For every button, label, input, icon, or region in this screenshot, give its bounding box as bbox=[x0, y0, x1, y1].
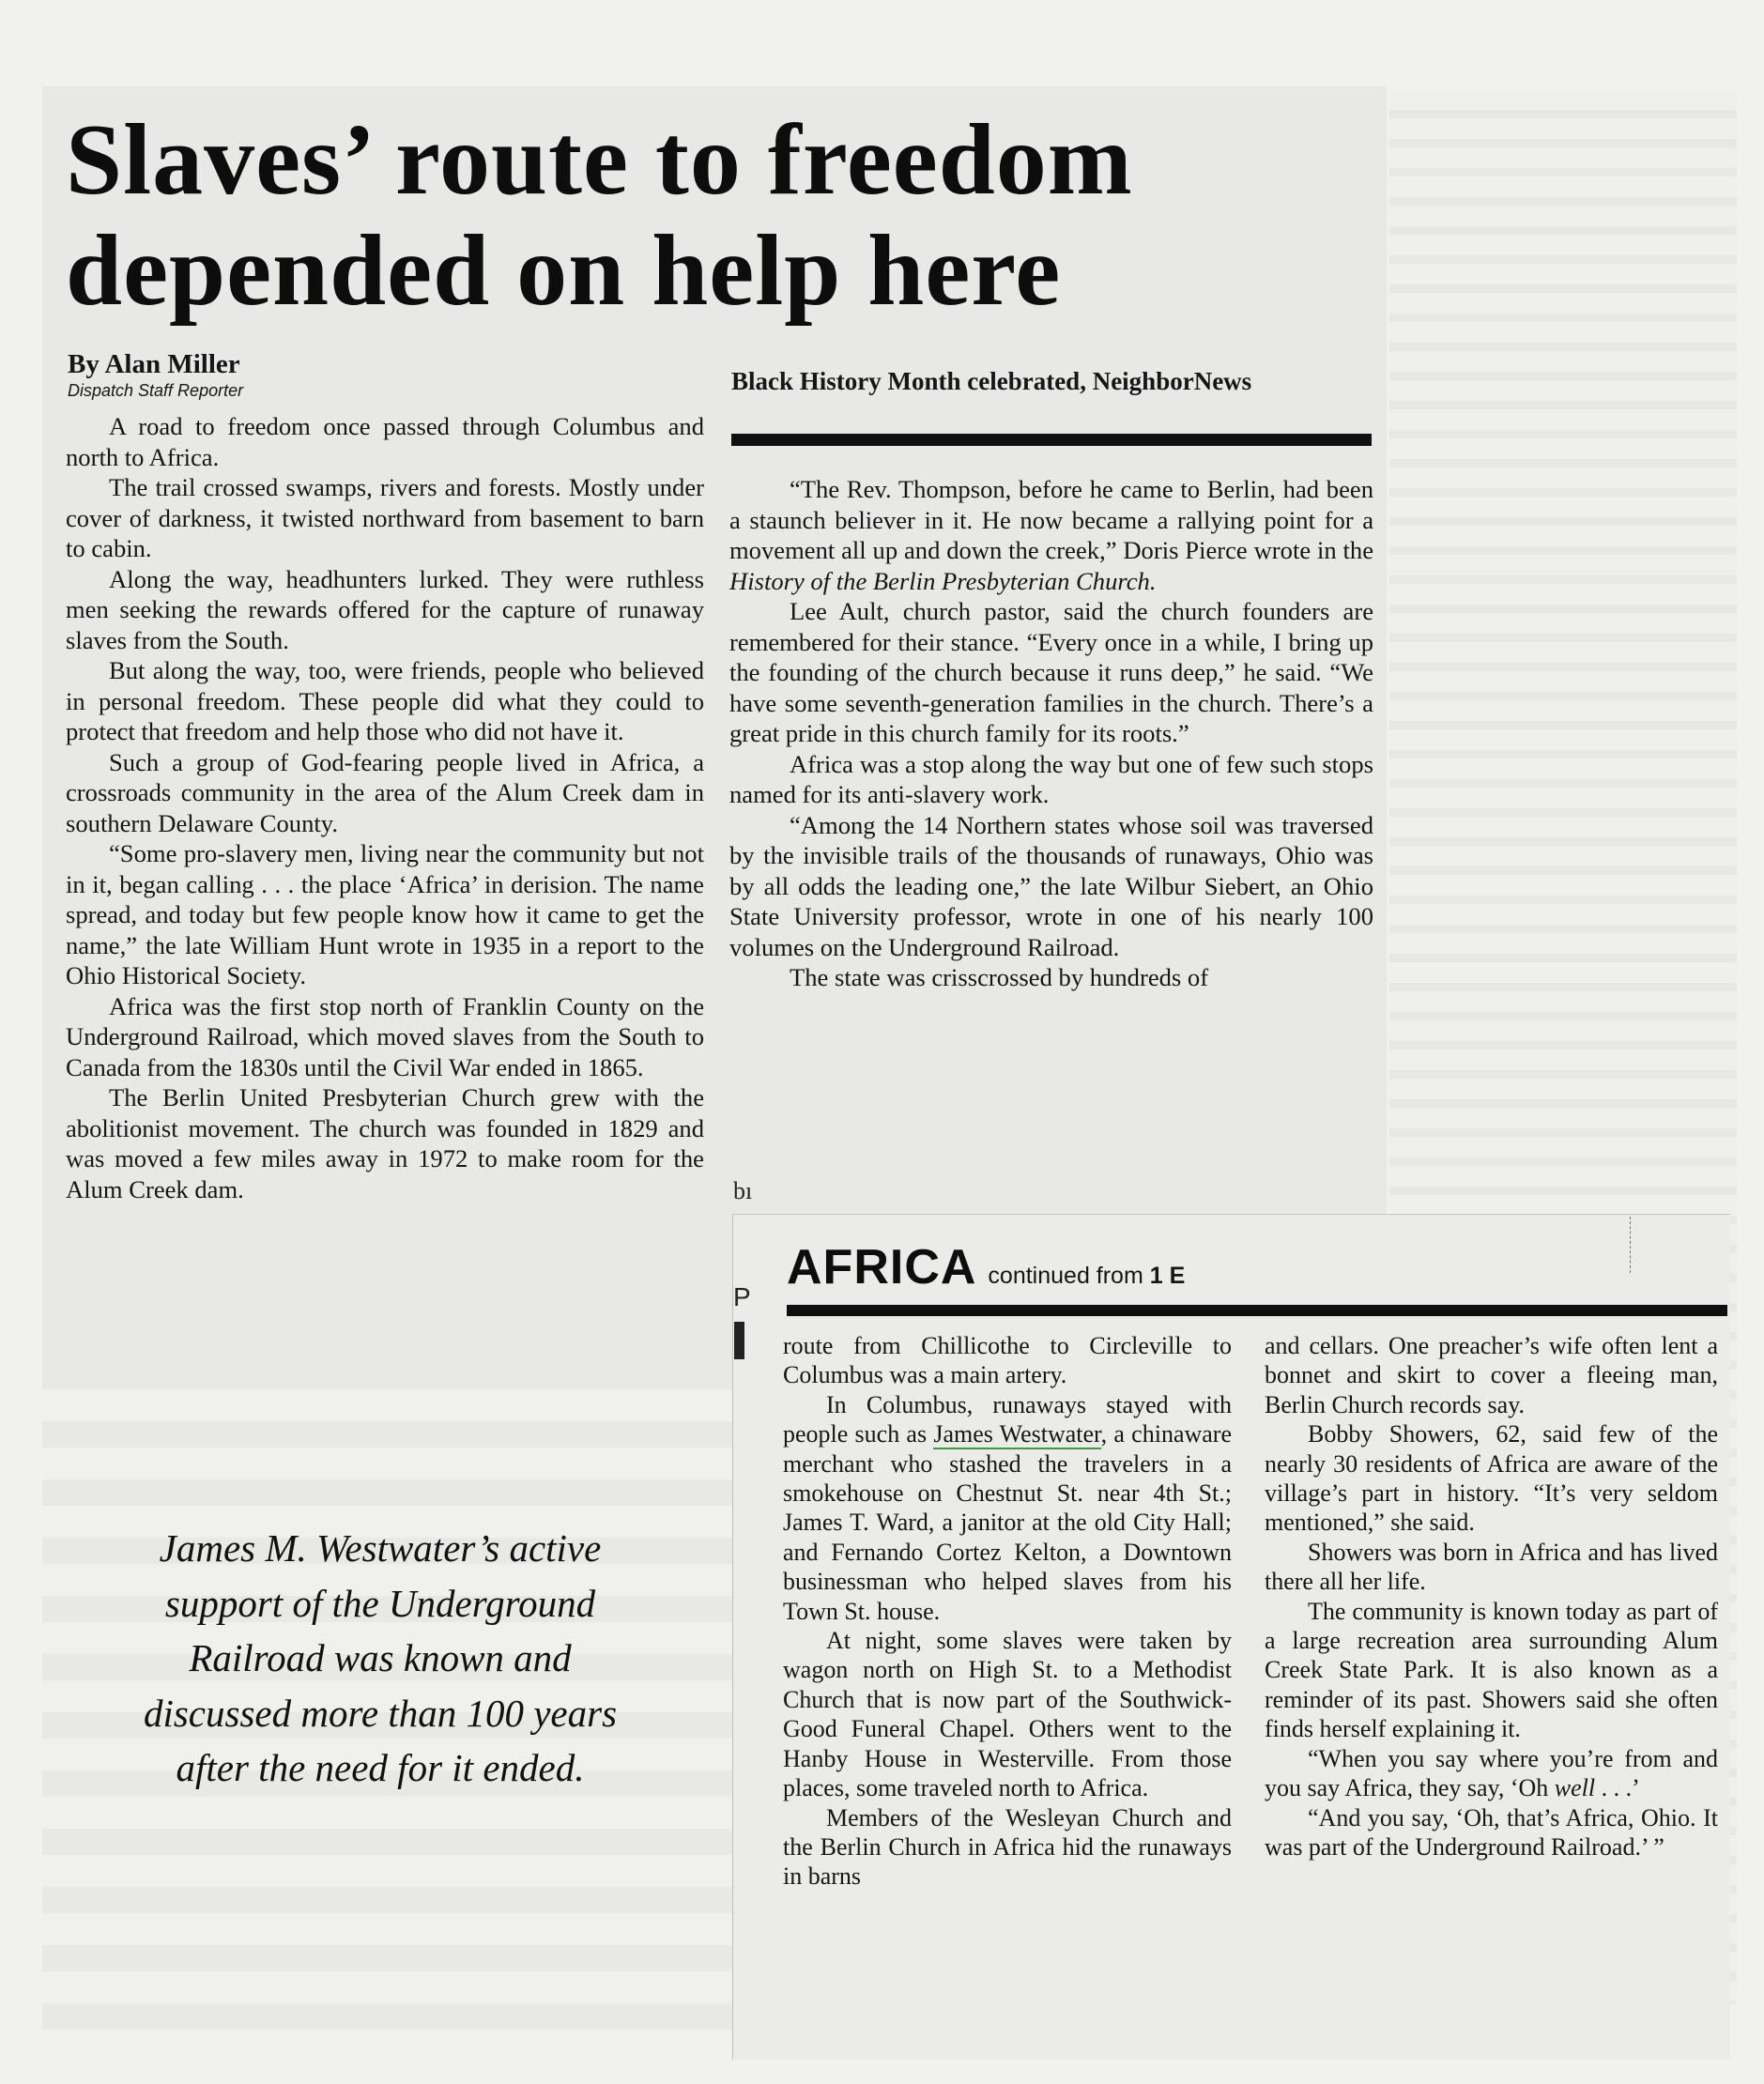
pull-quote bbox=[75, 1521, 685, 1796]
paragraph: route from Chillicothe to Circleville to Columbus was a main artery. bbox=[783, 1332, 1232, 1389]
cut-off-text: bı bbox=[733, 1177, 753, 1204]
paragraph: Members of the Wesleyan Church and the Berlin Church in Africa hid the runaways in barns bbox=[783, 1803, 1232, 1891]
paragraph: A road to freedom once passed through Columbus and north to Africa. bbox=[66, 412, 704, 471]
quote-text: “When you say where you’re from and you say Africa, they say, ‘Oh bbox=[1265, 1744, 1718, 1802]
paragraph: The state was crisscrossed by hundreds of bbox=[790, 963, 1209, 991]
paragraph-text: , a chinaware merchant who stashed the travelers in a smokehouse on Chestnut St. near 4th St.; James T. Ward, a janitor at the old City Hall; and Fernando Cortez Kelton, a Downtown businessman who helped slaves from his Town St. house. bbox=[783, 1420, 1232, 1625]
cut-off-mark bbox=[734, 1322, 744, 1359]
paragraph: “Among the 14 Northern states whose soil was traversed by the invisible trails of the thousands of runaways, Ohio was by all odds the leading one,” the late Wilbur Siebert, an Ohio State University professor, wrote in one of his nearly 100 volumes on the Underground Railroad. bbox=[729, 810, 1373, 961]
heavy-rule bbox=[731, 434, 1372, 446]
article-column-middle bbox=[729, 474, 1373, 993]
byline-role: Dispatch Staff Reporter bbox=[68, 381, 244, 400]
paragraph bbox=[729, 474, 1373, 596]
paragraph: Along the way, headhunters lurked. They were ruthless men seeking the rewards offered for the capture of runaway slaves from the South. bbox=[66, 564, 704, 654]
continuation-column-1 bbox=[783, 1331, 1232, 1892]
pull-quote-line: after the need for it ended. bbox=[176, 1746, 585, 1789]
paragraph-text: In Columbus, runaways stayed with people such as bbox=[783, 1390, 1232, 1448]
quote-text: “The Rev. Thompson, before he came to Berlin, had been a staunch believer in it. He now became a rallying point for a movement all up and down the creek,” Doris Pierce wrote in the bbox=[729, 475, 1373, 564]
continuation-tag: AFRICA bbox=[787, 1240, 977, 1295]
paragraph: “Some pro-slavery men, living near the community but not in it, began calling . . . the place ‘Africa’ in derision. The name spread, and today but few people know how it came to get the name,” the late William Hunt wrote in 1935 in a report to the Ohio Historical Society. bbox=[66, 839, 704, 989]
paragraph: Such a group of God-fearing people lived in Africa, a crossroads community in the area of the Alum Creek dam in southern Delaware County. bbox=[66, 747, 704, 837]
continued-page: 1 E bbox=[1149, 1263, 1186, 1289]
paragraph bbox=[1265, 1744, 1718, 1803]
paragraph: The trail crossed swamps, rivers and forests. Mostly under cover of darkness, it twisted northward from basement to barn to cabin. bbox=[66, 473, 704, 562]
book-title: History of the Berlin Presbyterian Church. bbox=[729, 566, 1157, 595]
pull-quote-line: support of the Underground bbox=[164, 1581, 596, 1625]
paragraph: and cellars. One preacher’s wife often lent a bonnet and skirt to cover a fleeing man, Berlin Church records say. bbox=[1265, 1332, 1718, 1418]
cut-line bbox=[1630, 1217, 1632, 1273]
paragraph: “And you say, ‘Oh, that’s Africa, Ohio. It was part of the Underground Railroad.’ ” bbox=[1265, 1803, 1718, 1861]
paragraph: Showers was born in Africa and has lived there all her life. bbox=[1265, 1538, 1718, 1596]
cut-off-letter: P bbox=[733, 1282, 751, 1311]
byline: By Alan Miller bbox=[68, 349, 240, 379]
heavy-rule bbox=[787, 1305, 1727, 1316]
paragraph: Africa was the first stop north of Franklin County on the Underground Railroad, which moved slaves from the South to Canada from the 1830s until the Civil War ended in 1865. bbox=[66, 991, 704, 1081]
pull-quote-line: James M. Westwater’s active bbox=[159, 1526, 602, 1570]
paragraph: Africa was a stop along the way but one of few such stops named for its anti-slavery work. bbox=[729, 749, 1373, 808]
pull-quote-line: Railroad was known and bbox=[189, 1636, 572, 1679]
pull-quote-line: discussed more than 100 years bbox=[143, 1691, 618, 1735]
paragraph: But along the way, too, were friends, people who believed in personal freedom. These people did what they could to protect that freedom and help those who did not have it. bbox=[66, 656, 704, 745]
section-note: Black History Month celebrated, NeighborNews bbox=[731, 367, 1252, 395]
paragraph: Lee Ault, church pastor, said the church founders are remembered for their stance. “Every once in a while, I bring up the founding of the church because it runs deep,” he said. “We have some seventh-generation families in the church. There’s a great pride in this church family for its roots.” bbox=[729, 597, 1373, 747]
paragraph: The community is known today as part of a large recreation area surrounding Alum Creek State Park. It is also known as a reminder of its past. Showers said she often finds herself explaining it. bbox=[1265, 1597, 1718, 1743]
article-column-left bbox=[66, 411, 704, 1204]
quote-text: . . .’ bbox=[1595, 1774, 1640, 1802]
highlighted-name: James Westwater bbox=[933, 1420, 1101, 1448]
continuation-column-2 bbox=[1265, 1331, 1718, 1862]
headline: Slaves’ route to freedom depended on help here bbox=[66, 104, 1133, 327]
continuation-header bbox=[787, 1239, 1185, 1295]
emphasis: well bbox=[1554, 1774, 1596, 1802]
paragraph: Bobby Showers, 62, said few of the nearly 30 residents of Africa are aware of the village’s part in history. “It’s very seldom mentioned,” she said. bbox=[1265, 1420, 1718, 1537]
paragraph: At night, some slaves were taken by wagon north on High St. to a Methodist Church that is now part of the Southwick-Good Funeral Chapel. Others went to the Hanby House in Westerville. From those places, some traveled north to Africa. bbox=[783, 1627, 1232, 1802]
continued-from-label: continued from bbox=[988, 1263, 1143, 1289]
paragraph: The Berlin United Presbyterian Church grew with the abolitionist movement. The church was founded in 1829 and was moved a few miles away in 1972 to make room for the Alum Creek dam. bbox=[66, 1083, 704, 1203]
paragraph bbox=[783, 1390, 1232, 1626]
